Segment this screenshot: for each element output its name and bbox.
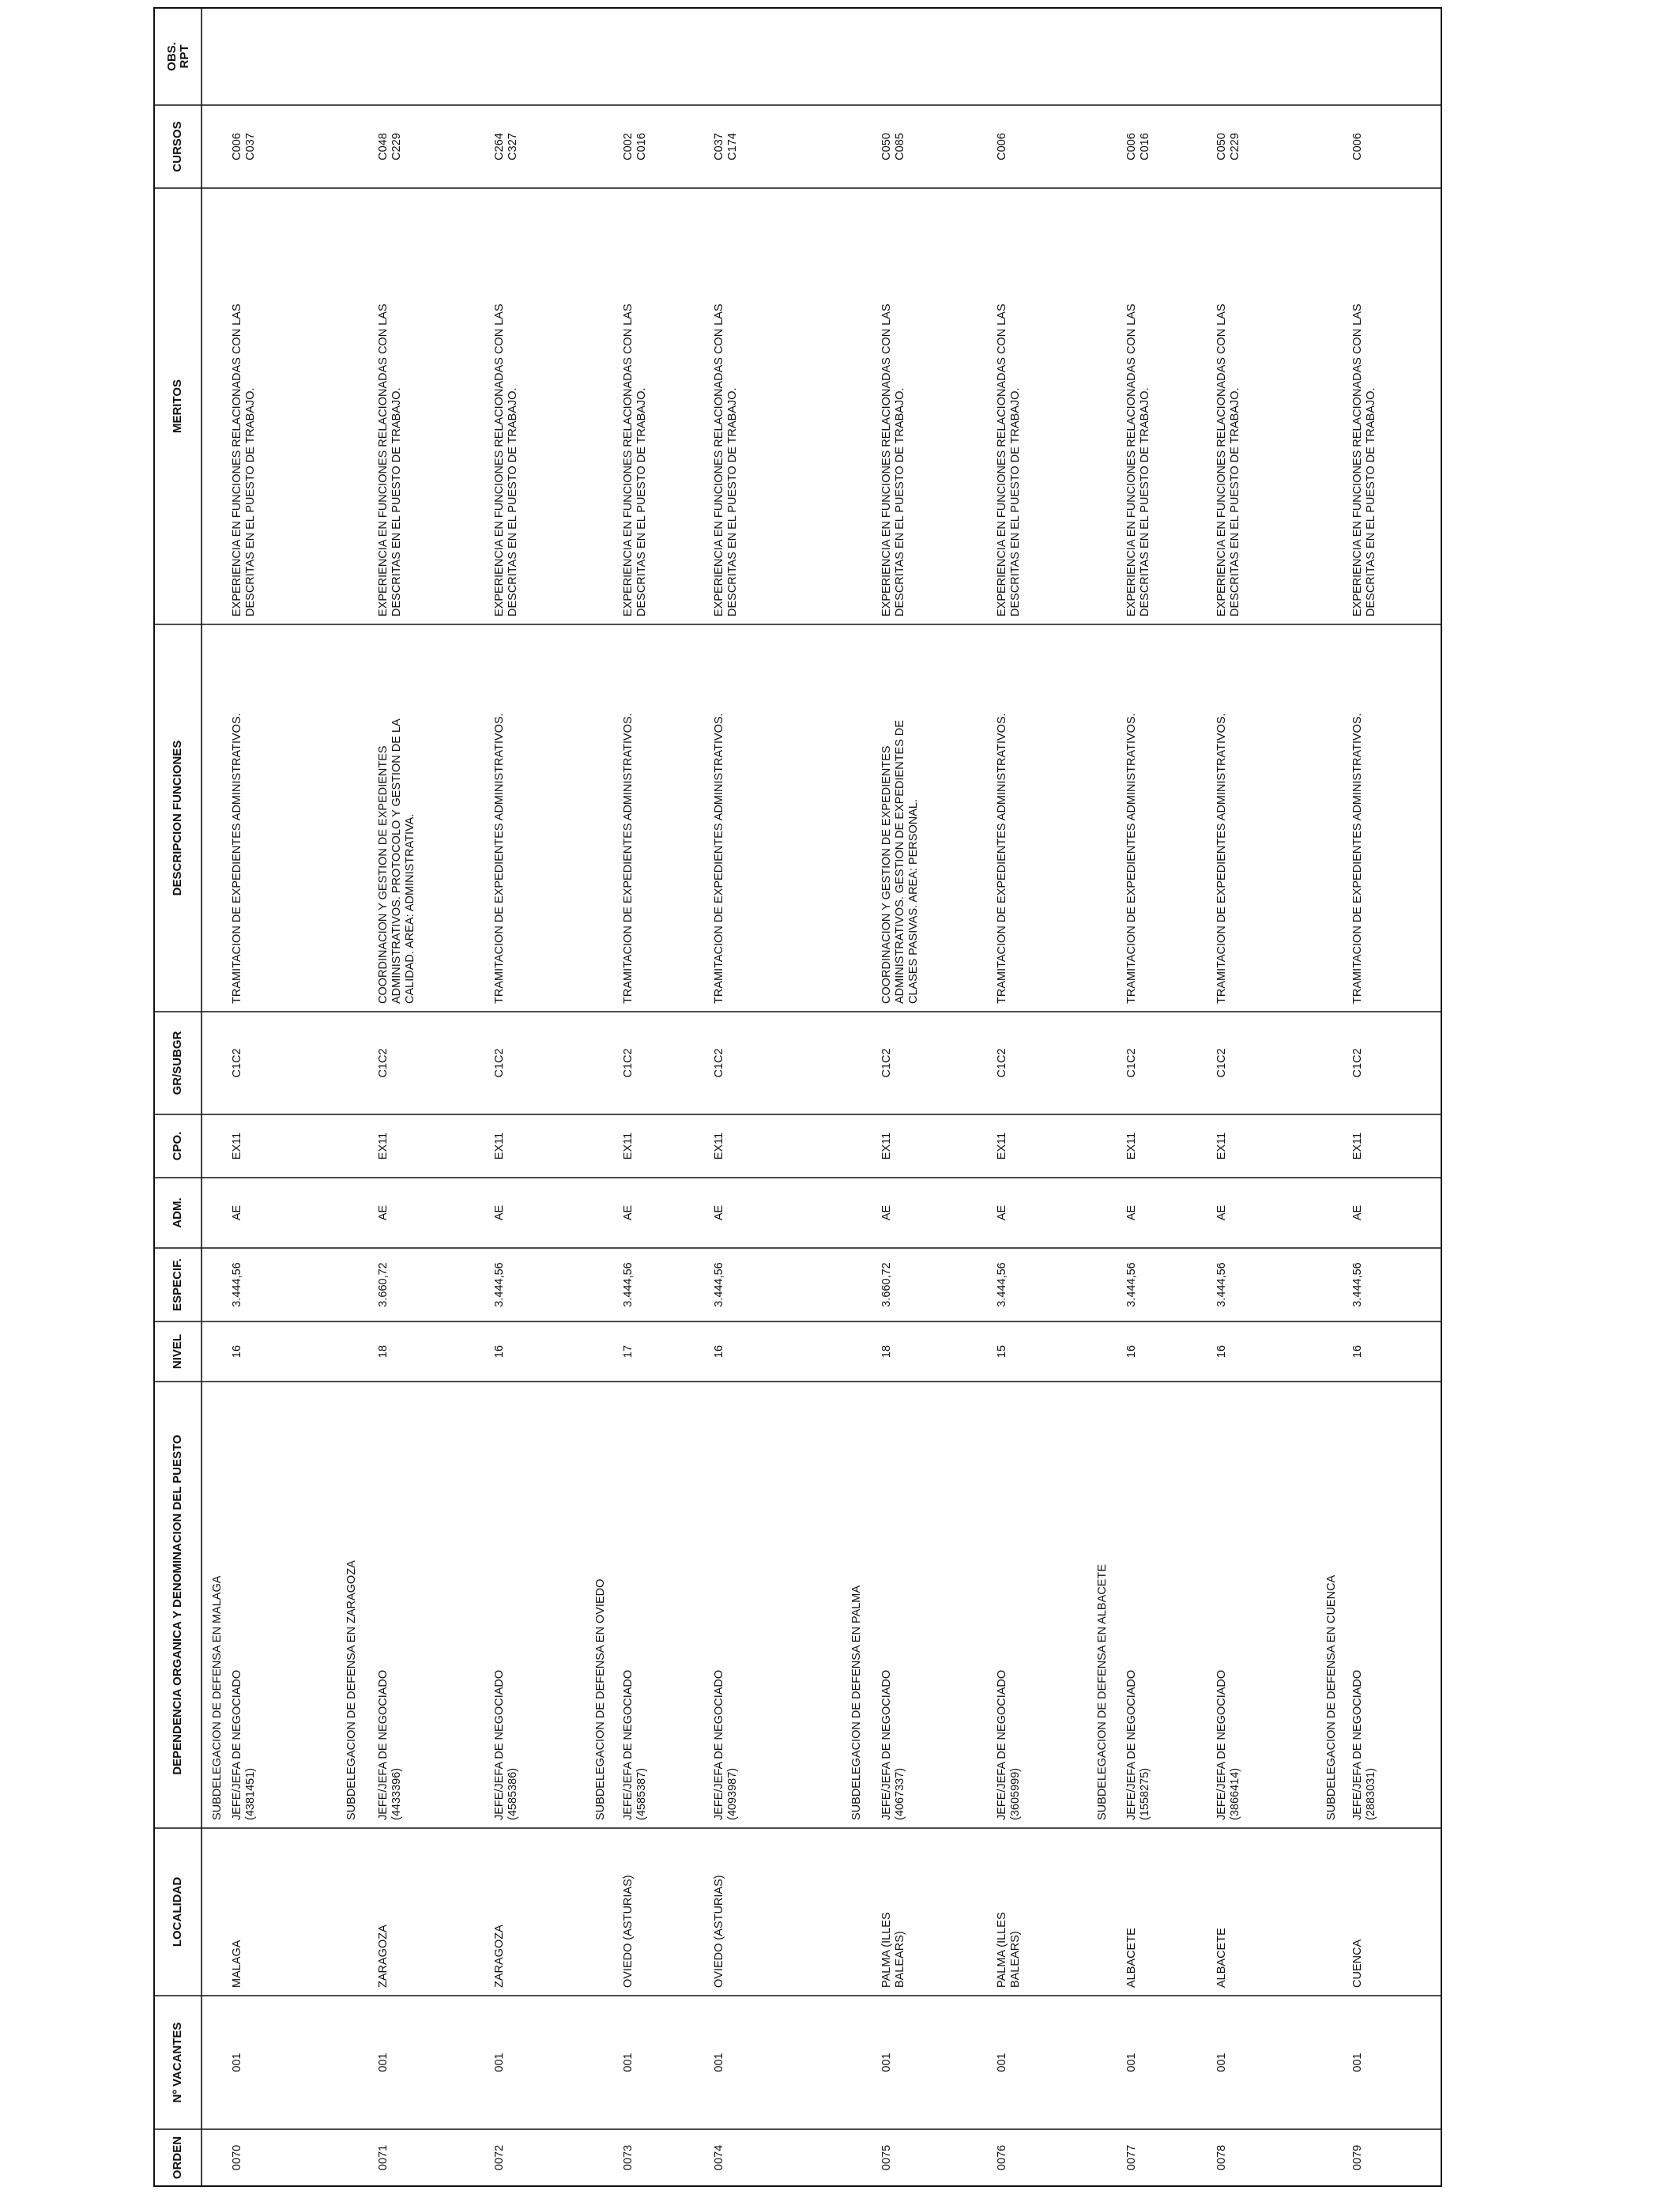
cell-meritos: EXPERIENCIA EN FUNCIONES RELACIONADAS CON LAS: [1215, 303, 1228, 616]
table-row: [850, 133, 920, 2170]
cell-meritos: EXPERIENCIA EN FUNCIONES RELACIONADAS CON LAS: [1350, 303, 1364, 616]
cell-grsubgr: C1C2: [230, 1048, 243, 1078]
cell-cpo: EX11: [376, 1132, 390, 1160]
header-nivel: NIVEL: [170, 1333, 184, 1370]
cell-adm: AE: [492, 1205, 506, 1221]
cell-meritos: EXPERIENCIA EN FUNCIONES RELACIONADAS CON LAS: [1124, 303, 1138, 616]
cell-puesto: JEFE/JEFA DE NEGOCIADO: [492, 1669, 506, 1820]
cell-codigo: (3866414): [1228, 1767, 1241, 1820]
cell-meritos: DESCRITAS EN EL PUESTO DE TRABAJO.: [725, 387, 739, 616]
cell-cpo: EX11: [1350, 1132, 1364, 1160]
cell-funciones: TRAMITACION DE EXPEDIENTES ADMINISTRATIVOS.: [995, 713, 1008, 1004]
cell-meritos: EXPERIENCIA EN FUNCIONES RELACIONADAS CON LAS: [995, 303, 1008, 616]
cell-meritos: DESCRITAS EN EL PUESTO DE TRABAJO.: [1138, 387, 1151, 616]
cell-cursos: C006: [1350, 133, 1364, 160]
cell-especif: 3.444,56: [712, 1262, 725, 1307]
cell-especif: 3.444,56: [995, 1262, 1008, 1307]
table-row: [1215, 133, 1241, 2170]
cell-nivel: 16: [1215, 1344, 1228, 1359]
cell-adm: AE: [880, 1205, 893, 1221]
cell-vacantes: 001: [712, 2053, 725, 2072]
cell-especif: 3.444,56: [1124, 1262, 1138, 1307]
cell-cursos: C264: [492, 133, 506, 160]
cell-cursos: C037: [712, 133, 725, 160]
cell-puesto: JEFE/JEFA DE NEGOCIADO: [712, 1669, 725, 1820]
cell-orden: 0071: [376, 2144, 390, 2171]
cell-orden: 0072: [492, 2144, 506, 2171]
cell-funciones: CALIDAD. AREA: ADMINISTRATIVA.: [403, 813, 416, 1004]
cell-cursos: C006: [1124, 133, 1138, 160]
header-cursos: CURSOS: [170, 121, 184, 172]
cell-vacantes: 001: [880, 2053, 893, 2072]
cell-puesto: JEFE/JEFA DE NEGOCIADO: [230, 1669, 243, 1820]
column-headers: [165, 42, 191, 2179]
cell-orden: 0079: [1350, 2144, 1364, 2171]
cell-vacantes: 001: [1215, 2053, 1228, 2072]
cell-especif: 3.444,56: [230, 1262, 243, 1307]
header-dependencia: DEPENDENCIA ORGANICA Y DENOMINACION DEL PUESTO: [170, 1435, 184, 1775]
cell-cpo: EX11: [1215, 1132, 1228, 1160]
table-body: [211, 133, 1377, 2170]
header-vacantes: Nº VACANTES: [170, 2022, 184, 2103]
cell-localidad: BALEARS): [1008, 1931, 1022, 1988]
cell-vacantes: 001: [621, 2053, 635, 2072]
cell-orden: 0073: [621, 2144, 635, 2171]
cell-puesto: JEFE/JEFA DE NEGOCIADO: [1124, 1669, 1138, 1820]
cell-funciones: TRAMITACION DE EXPEDIENTES ADMINISTRATIVOS.: [621, 713, 635, 1004]
cell-codigo: (4585387): [635, 1767, 648, 1820]
cell-puesto: JEFE/JEFA DE NEGOCIADO: [1215, 1669, 1228, 1820]
subdelegacion-label: SUBDELEGACION DE DEFENSA EN PALMA: [849, 1585, 863, 1820]
cell-puesto: JEFE/JEFA DE NEGOCIADO: [376, 1669, 390, 1820]
cell-codigo: (3605999): [1008, 1767, 1022, 1820]
cell-meritos: EXPERIENCIA EN FUNCIONES RELACIONADAS CON LAS: [492, 303, 506, 616]
cell-adm: AE: [1124, 1205, 1138, 1221]
cell-codigo: (4381451): [243, 1767, 257, 1820]
cell-cpo: EX11: [1124, 1132, 1138, 1160]
cell-adm: AE: [712, 1205, 725, 1221]
cell-puesto: JEFE/JEFA DE NEGOCIADO: [1350, 1669, 1364, 1820]
cell-codigo: (4093987): [725, 1767, 739, 1820]
table-row: [594, 133, 648, 2170]
cell-cursos: C016: [1138, 133, 1151, 160]
cell-nivel: 17: [621, 1344, 635, 1359]
cell-nivel: 16: [492, 1344, 506, 1359]
cell-grsubgr: C1C2: [1350, 1048, 1364, 1078]
cell-codigo: (4433396): [390, 1767, 403, 1820]
cell-codigo: (1558275): [1138, 1767, 1151, 1820]
cell-orden: 0078: [1215, 2144, 1228, 2171]
cell-adm: AE: [230, 1205, 243, 1221]
cell-especif: 3.444,56: [1350, 1262, 1364, 1307]
cell-localidad: ALBACETE: [1215, 1928, 1228, 1988]
cell-meritos: DESCRITAS EN EL PUESTO DE TRABAJO.: [635, 387, 648, 616]
cell-nivel: 16: [712, 1344, 725, 1359]
cell-especif: 3.444,56: [1215, 1262, 1228, 1307]
subdelegacion-label: SUBDELEGACION DE DEFENSA EN OVIEDO: [593, 1578, 607, 1820]
cell-cpo: EX11: [621, 1132, 635, 1160]
cell-funciones: TRAMITACION DE EXPEDIENTES ADMINISTRATIVOS.: [712, 713, 725, 1004]
header-orden: ORDEN: [170, 2136, 184, 2180]
cell-cursos: C016: [635, 133, 648, 160]
cell-adm: AE: [1215, 1205, 1228, 1221]
header-meritos: MERITOS: [170, 379, 184, 434]
header-obs: OBS.: [164, 42, 179, 71]
cell-localidad: ZARAGOZA: [376, 1925, 390, 1988]
cell-meritos: DESCRITAS EN EL PUESTO DE TRABAJO.: [243, 387, 257, 616]
cell-codigo: (4067337): [893, 1767, 906, 1820]
cell-puesto: JEFE/JEFA DE NEGOCIADO: [995, 1669, 1008, 1820]
cell-localidad: PALMA (ILLES: [995, 1912, 1008, 1988]
cell-cursos: C327: [506, 133, 519, 160]
cell-cursos: C229: [1228, 133, 1241, 160]
cell-meritos: DESCRITAS EN EL PUESTO DE TRABAJO.: [1008, 387, 1022, 616]
cell-especif: 3.444,56: [492, 1262, 506, 1307]
header-adm: ADM.: [170, 1197, 184, 1228]
cell-grsubgr: C1C2: [621, 1048, 635, 1078]
cell-cursos: C002: [621, 133, 635, 160]
cell-codigo: (2883031): [1364, 1767, 1377, 1820]
cell-nivel: 18: [880, 1344, 893, 1359]
table-border: [154, 8, 1441, 2186]
cell-nivel: 16: [1124, 1344, 1138, 1359]
cell-puesto: JEFE/JEFA DE NEGOCIADO: [880, 1669, 893, 1820]
cell-grsubgr: C1C2: [1215, 1048, 1228, 1078]
header-localidad: LOCALIDAD: [170, 1876, 184, 1947]
cell-localidad: MALAGA: [230, 1940, 243, 1988]
cell-meritos: DESCRITAS EN EL PUESTO DE TRABAJO.: [506, 387, 519, 616]
cell-meritos: EXPERIENCIA EN FUNCIONES RELACIONADAS CON LAS: [880, 303, 893, 616]
cell-funciones: TRAMITACION DE EXPEDIENTES ADMINISTRATIVOS.: [230, 713, 243, 1004]
cell-cursos: C006: [230, 133, 243, 160]
cell-localidad: CUENCA: [1350, 1939, 1364, 1988]
cell-meritos: DESCRITAS EN EL PUESTO DE TRABAJO.: [1228, 387, 1241, 616]
cell-meritos: EXPERIENCIA EN FUNCIONES RELACIONADAS CON LAS: [621, 303, 635, 616]
cell-adm: AE: [1350, 1205, 1364, 1221]
cell-nivel: 16: [1350, 1344, 1364, 1359]
cell-funciones: ADMINISTRATIVOS. PROTOCOLO Y GESTION DE LA: [390, 718, 403, 1004]
cell-localidad: OVIEDO (ASTURIAS): [712, 1875, 725, 1988]
cell-cursos: C037: [243, 133, 257, 160]
subdelegacion-label: SUBDELEGACION DE DEFENSA EN CUENCA: [1324, 1574, 1338, 1820]
table-row: [713, 133, 739, 2170]
header-grsubgr: GR/SUBGR: [170, 1031, 184, 1095]
cell-cursos: C006: [995, 133, 1008, 160]
cell-orden: 0077: [1124, 2144, 1138, 2171]
cell-localidad: PALMA (ILLES: [880, 1912, 893, 1988]
cell-cursos: C174: [725, 133, 739, 160]
cell-puesto: JEFE/JEFA DE NEGOCIADO: [621, 1669, 635, 1820]
cell-funciones: COORDINACION Y GESTION DE EXPEDIENTES: [376, 745, 390, 1004]
grid-lines: [154, 8, 1441, 2186]
header-cpo: CPO.: [170, 1131, 184, 1161]
cell-adm: AE: [995, 1205, 1008, 1221]
cell-especif: 3.660,72: [376, 1262, 390, 1307]
table-row: [345, 133, 416, 2170]
cell-vacantes: 001: [376, 2053, 390, 2072]
cell-meritos: DESCRITAS EN EL PUESTO DE TRABAJO.: [893, 387, 906, 616]
cell-vacantes: 001: [1350, 2053, 1364, 2072]
cell-especif: 3.444,56: [621, 1262, 635, 1307]
cell-localidad: OVIEDO (ASTURIAS): [621, 1875, 635, 1988]
cell-funciones: TRAMITACION DE EXPEDIENTES ADMINISTRATIVOS.: [1350, 713, 1364, 1004]
cell-funciones: ADMINISTRATIVOS. GESTION DE EXPEDIENTES DE: [893, 719, 906, 1004]
cell-grsubgr: C1C2: [880, 1048, 893, 1078]
cell-cpo: EX11: [492, 1132, 506, 1160]
header-funciones: DESCRIPCION FUNCIONES: [170, 740, 184, 896]
cell-orden: 0074: [712, 2144, 725, 2171]
cell-adm: AE: [621, 1205, 635, 1221]
subdelegacion-label: SUBDELEGACION DE DEFENSA EN ZARAGOZA: [345, 1560, 358, 1820]
cell-codigo: (4585386): [506, 1767, 519, 1820]
header-especif: ESPECIF.: [170, 1258, 184, 1311]
cell-grsubgr: C1C2: [1124, 1048, 1138, 1078]
cell-cpo: EX11: [880, 1132, 893, 1160]
cell-cursos: C229: [390, 133, 403, 160]
cell-orden: 0075: [880, 2144, 893, 2171]
cell-grsubgr: C1C2: [712, 1048, 725, 1078]
table-row: [1096, 133, 1151, 2170]
cell-nivel: 18: [376, 1344, 390, 1359]
table-row: [211, 133, 257, 2170]
cell-funciones: COORDINACION Y GESTION DE EXPEDIENTES: [880, 745, 893, 1004]
cell-grsubgr: C1C2: [492, 1048, 506, 1078]
cell-vacantes: 001: [1124, 2053, 1138, 2072]
cell-especif: 3.660,72: [880, 1262, 893, 1307]
cell-orden: 0076: [995, 2144, 1008, 2171]
header-rpt: RPT: [177, 44, 191, 69]
cell-meritos: EXPERIENCIA EN FUNCIONES RELACIONADAS CON LAS: [230, 303, 243, 616]
subdelegacion-label: SUBDELEGACION DE DEFENSA EN MALAGA: [210, 1575, 224, 1820]
cell-vacantes: 001: [492, 2053, 506, 2072]
cell-localidad: ALBACETE: [1124, 1928, 1138, 1988]
cell-orden: 0070: [230, 2144, 243, 2171]
cell-nivel: 15: [995, 1344, 1008, 1359]
cell-cursos: C085: [893, 133, 906, 160]
cell-funciones: TRAMITACION DE EXPEDIENTES ADMINISTRATIVOS.: [492, 713, 506, 1004]
cell-adm: AE: [376, 1205, 390, 1221]
table-row: [996, 133, 1022, 2170]
cell-cursos: C050: [880, 133, 893, 160]
cell-meritos: EXPERIENCIA EN FUNCIONES RELACIONADAS CON LAS: [712, 303, 725, 616]
cell-meritos: EXPERIENCIA EN FUNCIONES RELACIONADAS CON LAS: [376, 303, 390, 616]
cell-cursos: C050: [1215, 133, 1228, 160]
cell-meritos: DESCRITAS EN EL PUESTO DE TRABAJO.: [390, 387, 403, 616]
cell-grsubgr: C1C2: [995, 1048, 1008, 1078]
cell-grsubgr: C1C2: [376, 1048, 390, 1078]
cell-funciones: TRAMITACION DE EXPEDIENTES ADMINISTRATIVOS.: [1215, 713, 1228, 1004]
cell-cpo: EX11: [712, 1132, 725, 1160]
cell-meritos: DESCRITAS EN EL PUESTO DE TRABAJO.: [1364, 387, 1377, 616]
cell-vacantes: 001: [230, 2053, 243, 2072]
table-row: [1325, 133, 1377, 2170]
cell-localidad: BALEARS): [893, 1931, 906, 1988]
cell-cursos: C048: [376, 133, 390, 160]
cell-vacantes: 001: [995, 2053, 1008, 2072]
cell-funciones: CLASES PASIVAS. AREA: PERSONAL.: [906, 799, 920, 1004]
cell-nivel: 16: [230, 1344, 243, 1359]
cell-funciones: TRAMITACION DE EXPEDIENTES ADMINISTRATIVOS.: [1124, 713, 1138, 1004]
subdelegacion-label: SUBDELEGACION DE DEFENSA EN ALBACETE: [1095, 1564, 1109, 1820]
cell-cpo: EX11: [230, 1132, 243, 1160]
cell-localidad: ZARAGOZA: [492, 1925, 506, 1988]
cell-cpo: EX11: [995, 1132, 1008, 1160]
table-row: [493, 133, 519, 2170]
